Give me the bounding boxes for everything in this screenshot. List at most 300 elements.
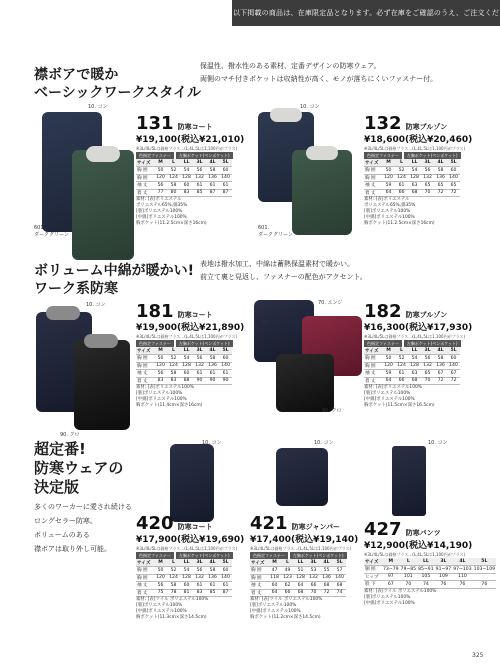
table-cell: 胸 囲 bbox=[364, 167, 382, 175]
table-cell: 56 bbox=[154, 370, 167, 378]
product-421-image bbox=[276, 448, 328, 506]
table-cell: 5L bbox=[473, 558, 496, 566]
table-cell: 72 bbox=[447, 377, 460, 385]
table-cell: 袖 丈 bbox=[364, 182, 382, 190]
table-row bbox=[364, 558, 496, 566]
table-cell: 3L bbox=[435, 558, 453, 566]
table-cell: 70 bbox=[421, 189, 434, 197]
table-cell: 79~85 bbox=[400, 566, 417, 572]
table-cell: 袖 丈 bbox=[250, 582, 268, 590]
table-cell: LL bbox=[408, 159, 421, 167]
table-cell: 68 bbox=[408, 377, 421, 385]
product-427-image bbox=[392, 446, 426, 516]
table-cell: 83 bbox=[154, 377, 167, 385]
table-cell: 81 bbox=[180, 589, 193, 597]
table-cell: L bbox=[395, 159, 408, 167]
table-cell: 64 bbox=[382, 377, 395, 385]
product-182: 182 防寒ブルゾン ¥16,300(税込¥17,930) ※3L/4L/5Lは価格プラス…(L,4L,5Lは1,100円がプラス) 色指定ファスナー 左胸ポケット(ペンポケット) サイズ M L LL 3L 4L 5L 胸 囲 50 52 54 56 58 60 胸 囲 120 124 128 132 136 140 袖 丈 59 61 63 65 67 67 着 丈 64 66 68 70 72 72 素材: [表]ポリエステル100% [裏]ポリエステル100% [中綿]ポリエステル100% 胸ポケット(11.5cm×深さ16.5cm) bbox=[364, 301, 473, 408]
table-cell: 64 bbox=[382, 189, 395, 197]
table-cell: 61 bbox=[219, 370, 232, 378]
table-cell: 58 bbox=[167, 582, 180, 590]
table-row bbox=[136, 377, 232, 385]
table-cell: 61 bbox=[395, 370, 408, 378]
product-131-green-image bbox=[72, 150, 134, 260]
table-cell: 47 bbox=[268, 567, 281, 575]
table-cell: 105 bbox=[417, 573, 435, 581]
table-cell: 61 bbox=[206, 370, 219, 378]
table-cell: 58 bbox=[206, 355, 219, 363]
table-cell: 67 bbox=[447, 370, 460, 378]
table-cell: 胸 囲 bbox=[250, 574, 268, 582]
table-cell: 胸 囲 bbox=[364, 174, 382, 182]
table-cell: 77 bbox=[154, 189, 167, 197]
table-cell: 123 bbox=[281, 574, 294, 582]
table-cell: 5L bbox=[219, 159, 232, 167]
table-cell: 120 bbox=[154, 362, 167, 370]
size-table bbox=[364, 347, 460, 385]
table-cell: 136 bbox=[320, 574, 333, 582]
table-cell: 68 bbox=[333, 582, 346, 590]
table-cell: 着 丈 bbox=[136, 377, 154, 385]
table-cell: 97 bbox=[382, 573, 400, 581]
table-row bbox=[364, 370, 460, 378]
table-row bbox=[364, 362, 460, 370]
table-cell: M bbox=[382, 159, 395, 167]
table-cell: 胸 囲 bbox=[250, 567, 268, 575]
table-cell: 56 bbox=[421, 167, 434, 175]
table-cell: 128 bbox=[180, 174, 193, 182]
product-181-black-image bbox=[74, 340, 130, 430]
color-label-601: 601. ダークグリーン bbox=[258, 225, 293, 238]
table-row bbox=[364, 377, 460, 385]
table-cell: 118 bbox=[268, 574, 281, 582]
table-cell: 袖 丈 bbox=[364, 370, 382, 378]
table-cell: LL bbox=[180, 347, 193, 355]
color-label-10: 10. コン bbox=[86, 302, 106, 308]
table-cell: 65 bbox=[421, 182, 434, 190]
table-row bbox=[136, 174, 232, 182]
table-cell: 72 bbox=[447, 189, 460, 197]
section-2-headline: ボリューム中綿が暖かい! ワーク系防寒 bbox=[34, 263, 194, 297]
color-label-601: 601. ダークグリーン bbox=[34, 225, 69, 238]
table-cell: L bbox=[167, 159, 180, 167]
table-cell: 60 bbox=[180, 582, 193, 590]
table-cell: 66 bbox=[395, 189, 408, 197]
table-cell: 61 bbox=[219, 582, 232, 590]
table-cell: サイズ bbox=[364, 159, 382, 167]
table-cell: 136 bbox=[206, 362, 219, 370]
section-3-headline: 超定番! 防寒ウェアの 決定版 bbox=[34, 440, 124, 496]
table-cell: 76 bbox=[473, 581, 496, 589]
table-row bbox=[364, 174, 460, 182]
table-cell: 4L bbox=[206, 347, 219, 355]
table-cell: 132 bbox=[307, 574, 320, 582]
table-cell bbox=[473, 573, 496, 581]
table-cell: M bbox=[154, 347, 167, 355]
table-cell: 60 bbox=[219, 567, 232, 575]
table-cell: ヒップ bbox=[364, 573, 382, 581]
table-cell: 70 bbox=[307, 589, 320, 597]
table-cell: 70 bbox=[400, 581, 418, 589]
table-row bbox=[364, 347, 460, 355]
table-cell: 袖 丈 bbox=[136, 370, 154, 378]
table-cell: 胸 囲 bbox=[364, 362, 382, 370]
table-cell: 53 bbox=[307, 567, 320, 575]
table-cell: 59 bbox=[382, 182, 395, 190]
table-cell: 124 bbox=[167, 362, 180, 370]
table-cell: M bbox=[382, 347, 395, 355]
table-cell: 60 bbox=[219, 355, 232, 363]
table-cell: サイズ bbox=[136, 347, 154, 355]
size-table bbox=[136, 159, 232, 197]
table-cell: 87 bbox=[219, 189, 232, 197]
table-row bbox=[250, 582, 346, 590]
table-cell: 57 bbox=[333, 567, 346, 575]
table-cell: 132 bbox=[193, 362, 206, 370]
table-cell: L bbox=[167, 559, 180, 567]
table-row bbox=[364, 355, 460, 363]
table-cell: サイズ bbox=[136, 559, 154, 567]
table-cell: 61 bbox=[193, 182, 206, 190]
table-cell: 4L bbox=[452, 558, 472, 566]
table-cell: 56 bbox=[193, 355, 206, 363]
color-label-10: 10. コン bbox=[202, 440, 222, 446]
table-cell: 64 bbox=[294, 582, 307, 590]
fur-collar-image bbox=[306, 146, 338, 160]
table-cell: サイズ bbox=[136, 159, 154, 167]
table-cell: 85 bbox=[193, 189, 206, 197]
table-cell: 140 bbox=[333, 574, 346, 582]
table-cell: 140 bbox=[447, 362, 460, 370]
fur-collar-image bbox=[86, 146, 120, 162]
table-cell: 136 bbox=[206, 574, 219, 582]
color-label-90: 90. クロ bbox=[60, 432, 80, 438]
product-420-image bbox=[170, 444, 214, 522]
table-row bbox=[136, 574, 232, 582]
table-cell: 54 bbox=[180, 355, 193, 363]
table-cell: 60 bbox=[268, 582, 281, 590]
table-row bbox=[136, 167, 232, 175]
table-cell: 128 bbox=[408, 362, 421, 370]
table-cell: サイズ bbox=[364, 558, 382, 566]
table-cell: 140 bbox=[219, 174, 232, 182]
table-cell: 胴 囲 bbox=[364, 566, 382, 574]
table-cell: LL bbox=[417, 558, 435, 566]
table-cell: 袖 丈 bbox=[136, 182, 154, 190]
table-row bbox=[136, 189, 232, 197]
table-cell: 76 bbox=[435, 581, 453, 589]
table-cell: 4L bbox=[320, 559, 333, 567]
table-row bbox=[364, 189, 460, 197]
table-cell: 54 bbox=[180, 567, 193, 575]
table-cell: 4L bbox=[206, 159, 219, 167]
table-cell: 61 bbox=[206, 582, 219, 590]
table-cell: 128 bbox=[294, 574, 307, 582]
table-cell: 55 bbox=[320, 567, 333, 575]
table-cell: 120 bbox=[382, 362, 395, 370]
table-cell: サイズ bbox=[250, 559, 268, 567]
table-row bbox=[136, 589, 232, 597]
table-cell: 109 bbox=[435, 573, 453, 581]
table-cell: 58 bbox=[167, 370, 180, 378]
table-cell: 85 bbox=[206, 589, 219, 597]
size-table bbox=[136, 347, 232, 385]
table-cell: 5L bbox=[333, 559, 346, 567]
table-cell: 54 bbox=[408, 355, 421, 363]
table-cell: 56 bbox=[193, 167, 206, 175]
table-cell: 124 bbox=[395, 174, 408, 182]
fur-collar-image bbox=[270, 108, 302, 122]
table-cell: 124 bbox=[167, 574, 180, 582]
table-cell: 5L bbox=[219, 559, 232, 567]
notice-banner: 以下掲載の商品は、在庫限定品となります。必ず在庫をご確認のうえ、ご注文ください。 bbox=[232, 0, 500, 26]
product-131: 131 防寒コート ¥19,100(税込¥21,010) ※3L/4L/5Lは価格プラス…(L,4L,5Lは1,100円がプラス) 色指定ファスナー 左胸ポケット(ペンポケット) サイズ M L LL 3L 4L 5L 胸 囲 50 52 54 56 58 60 胸 囲 120 124 128 132 136 140 袖 丈 56 58 60 61 61 61 着 丈 77 80 83 85 87 87 素材: [表]ポリエステル ポリエステル65%,綿35% [裏]ポリエステル100% [中綿]ポリエステル100% 胸ポケット(11.2.5cm×深さ16cm) bbox=[136, 113, 245, 226]
table-row bbox=[136, 370, 232, 378]
table-cell: 袖 丈 bbox=[136, 582, 154, 590]
table-cell: 72 bbox=[434, 377, 447, 385]
table-cell: 75 bbox=[154, 589, 167, 597]
table-cell: 60 bbox=[447, 167, 460, 175]
color-label-10: 10. コン bbox=[428, 440, 448, 446]
table-row bbox=[364, 167, 460, 175]
table-cell: 3L bbox=[193, 159, 206, 167]
product-132: 132 防寒ブルゾン ¥18,600(税込¥20,460) ※3L/4L/5Lは価格プラス…(L,4L,5Lは1,100円がプラス) 色指定ファスナー 左胸ポケット(ペンポケット) サイズ M L LL 3L 4L 5L 胸 囲 50 52 54 56 58 60 胸 囲 120 124 128 132 136 140 袖 丈 59 61 63 65 65 65 着 丈 64 66 68 70 72 72 素材: [表]ポリエステル ポリエステル65%,綿35% [裏]ポリエステル100% [中綿]ポリエステル100% 胸ポケット(11.2.5cm×深さ16cm) bbox=[364, 113, 473, 226]
color-label-10: 10. コン bbox=[314, 440, 334, 446]
table-cell: 60 bbox=[180, 182, 193, 190]
color-label-10: 10. コン bbox=[300, 104, 320, 110]
table-cell: 着 丈 bbox=[136, 589, 154, 597]
table-cell: L bbox=[281, 559, 294, 567]
table-cell: 着 丈 bbox=[364, 377, 382, 385]
table-cell: 胸 囲 bbox=[136, 167, 154, 175]
table-cell: 76 bbox=[452, 581, 472, 589]
table-cell: 83 bbox=[167, 377, 180, 385]
table-cell: 132 bbox=[193, 174, 206, 182]
table-cell: 着 丈 bbox=[364, 189, 382, 197]
table-cell: 股 下 bbox=[364, 581, 382, 589]
table-cell: 128 bbox=[180, 362, 193, 370]
product-181: 181 防寒コート ¥19,900(税込¥21,890) ※3L/4L/5Lは価格プラス…(L,4L,5Lは1,100円がプラス) 色指定ファスナー 左胸ポケット(ペンポケット) サイズ M L LL 3L 4L 5L 胸 囲 50 52 54 56 58 60 胸 囲 120 124 128 132 136 140 袖 丈 56 58 60 61 61 61 着 丈 83 83 88 90 90 90 素材: [表]ポリエステル100% [裏]ポリエステル100% [中綿]ポリエステル100% 胸ポケット(11.4cm×深さ16cm) bbox=[136, 301, 245, 408]
table-cell: 120 bbox=[154, 574, 167, 582]
table-cell: 97~103 bbox=[453, 566, 472, 572]
table-cell: 49 bbox=[281, 567, 294, 575]
table-cell: L bbox=[395, 347, 408, 355]
table-cell: 3L bbox=[421, 347, 434, 355]
product-421: 421 防寒ジャンパー ¥17,400(税込¥19,140) ※3L/4L/5Lは価格プラス…(L,4L,5Lは1,100円がプラス) 色指定ファスナー 左胸ポケット(ペンポケット) サイズ M L LL 3L 4L 5L 胸 囲 47 49 51 53 55 57 胸 囲 118 123 128 132 136 140 袖 丈 60 62 64 66 68 68 着 丈 64 66 68 70 72 74 素材: [表]ツイル ポリエステル100% [裏]ポリエステル100% [中綿]ポリエステル100% 胸ポケット(11.2cm×深さ14.5cm) bbox=[250, 513, 359, 620]
table-cell: 101 bbox=[400, 573, 418, 581]
table-cell: 60 bbox=[219, 167, 232, 175]
table-cell: 136 bbox=[434, 174, 447, 182]
table-cell: 56 bbox=[154, 182, 167, 190]
table-row bbox=[136, 582, 232, 590]
table-cell: 136 bbox=[434, 362, 447, 370]
table-cell: 124 bbox=[167, 174, 180, 182]
table-cell: LL bbox=[294, 559, 307, 567]
table-cell: 50 bbox=[154, 567, 167, 575]
table-cell: 61 bbox=[193, 370, 206, 378]
table-cell: 3L bbox=[193, 347, 206, 355]
table-cell: 3L bbox=[193, 559, 206, 567]
table-cell: 110 bbox=[452, 573, 472, 581]
table-cell: 61 bbox=[395, 182, 408, 190]
table-cell: 4L bbox=[434, 347, 447, 355]
table-cell: 128 bbox=[180, 574, 193, 582]
table-cell: 66 bbox=[395, 377, 408, 385]
table-cell: 64 bbox=[268, 589, 281, 597]
table-cell: 120 bbox=[382, 174, 395, 182]
table-cell: 胸 囲 bbox=[364, 355, 382, 363]
table-cell: 140 bbox=[219, 574, 232, 582]
table-cell: 胸 囲 bbox=[136, 355, 154, 363]
table-cell: 72 bbox=[434, 189, 447, 197]
table-cell: 60 bbox=[447, 355, 460, 363]
section-3-description: 多くのワーカーに愛され続ける ロングセラー防寒。 ボリュームのある 襟ボアは取り外し可能。 bbox=[34, 503, 132, 553]
table-cell: L bbox=[167, 347, 180, 355]
table-cell: 4L bbox=[206, 559, 219, 567]
table-cell: 68 bbox=[294, 589, 307, 597]
table-row bbox=[250, 559, 346, 567]
table-cell: 70 bbox=[421, 377, 434, 385]
table-cell: 124 bbox=[395, 362, 408, 370]
section-2-description: 表地は撥水加工、中綿は蓄熱保温素材で暖かい。 前立て裏と見返し、ファスナーの配色がアクセント。 bbox=[200, 260, 367, 281]
table-row bbox=[136, 347, 232, 355]
table-cell: 50 bbox=[154, 167, 167, 175]
table-cell: 胸 囲 bbox=[136, 574, 154, 582]
table-cell: 74 bbox=[417, 581, 435, 589]
table-cell: 54 bbox=[180, 167, 193, 175]
table-cell: 61 bbox=[219, 182, 232, 190]
table-cell: 58 bbox=[434, 355, 447, 363]
table-cell: M bbox=[268, 559, 281, 567]
table-cell: 62 bbox=[281, 582, 294, 590]
table-cell: 着 丈 bbox=[136, 189, 154, 197]
table-cell: 胸 囲 bbox=[136, 362, 154, 370]
table-cell: 140 bbox=[219, 362, 232, 370]
table-cell: 66 bbox=[307, 582, 320, 590]
table-cell: 63 bbox=[408, 182, 421, 190]
table-cell: 54 bbox=[408, 167, 421, 175]
table-cell: 52 bbox=[395, 167, 408, 175]
table-cell: 132 bbox=[421, 362, 434, 370]
table-cell: サイズ bbox=[364, 347, 382, 355]
table-cell: 88 bbox=[180, 377, 193, 385]
table-cell: 50 bbox=[154, 355, 167, 363]
table-row bbox=[364, 159, 460, 167]
table-cell: 90 bbox=[193, 377, 206, 385]
size-table bbox=[364, 558, 496, 589]
table-row bbox=[364, 581, 496, 589]
table-cell: 52 bbox=[167, 567, 180, 575]
table-row bbox=[250, 589, 346, 597]
product-182-black-image bbox=[276, 354, 334, 412]
table-cell: 52 bbox=[167, 355, 180, 363]
product-420: 420 防寒コート ¥17,900(税込¥19,690) ※3L/4L/5Lは価格プラス…(L,4L,5Lは1,100円がプラス) 色指定ファスナー 左胸ポケット(ペンポケット) サイズ M L LL 3L 4L 5L 胸 囲 50 52 54 56 58 60 胸 囲 120 124 128 132 136 140 袖 丈 56 58 60 61 61 61 着 丈 75 78 81 83 85 87 素材: [表]ツイル ポリエステル100% [裏]ポリエステル100% [中綿]ポリエステル100% 胸ポケット(11.3cm×深さ14.5cm) bbox=[136, 513, 245, 620]
table-cell: 132 bbox=[421, 174, 434, 182]
table-cell: 5L bbox=[447, 159, 460, 167]
section-1-description: 保温性、撥水性のある素材、定番デザインの防寒ウェア。 両側のマチ付きポケットは収納性が高く、モノが落ちにくいファスナー付。 bbox=[200, 62, 438, 83]
table-row bbox=[136, 559, 232, 567]
page-number: 325 bbox=[472, 652, 484, 659]
table-row bbox=[136, 159, 232, 167]
table-cell: 91~97 bbox=[435, 566, 452, 572]
table-cell: 120 bbox=[154, 174, 167, 182]
table-cell: 66 bbox=[281, 589, 294, 597]
table-cell: 128 bbox=[408, 174, 421, 182]
color-label-10: 10. コン bbox=[262, 320, 282, 326]
table-cell: 着 丈 bbox=[250, 589, 268, 597]
table-cell: 78 bbox=[167, 589, 180, 597]
table-cell: 140 bbox=[447, 174, 460, 182]
color-label-70: 70. エンジ bbox=[318, 300, 343, 306]
table-cell: 80 bbox=[167, 189, 180, 197]
table-cell: 90 bbox=[206, 377, 219, 385]
table-cell: 87 bbox=[206, 189, 219, 197]
table-cell: 74 bbox=[333, 589, 346, 597]
table-cell: 50 bbox=[382, 167, 395, 175]
color-label-90: 90. クロ bbox=[322, 408, 342, 414]
table-cell: 65 bbox=[421, 370, 434, 378]
table-cell: 73~79 bbox=[383, 566, 399, 572]
table-cell: 51 bbox=[294, 567, 307, 575]
table-cell: 68 bbox=[320, 582, 333, 590]
size-table bbox=[250, 559, 346, 597]
table-cell: LL bbox=[408, 347, 421, 355]
table-row bbox=[364, 573, 496, 581]
table-cell: 67 bbox=[434, 370, 447, 378]
table-cell: 68 bbox=[408, 189, 421, 197]
table-cell: 65 bbox=[434, 182, 447, 190]
table-cell: L bbox=[400, 558, 418, 566]
table-row bbox=[364, 182, 460, 190]
table-cell: 58 bbox=[167, 182, 180, 190]
table-cell: 58 bbox=[434, 167, 447, 175]
table-cell: M bbox=[382, 558, 400, 566]
table-cell: 3L bbox=[421, 159, 434, 167]
table-cell: 67 bbox=[382, 581, 400, 589]
table-row bbox=[136, 182, 232, 190]
table-cell: 52 bbox=[167, 167, 180, 175]
table-row bbox=[136, 355, 232, 363]
table-cell: 87 bbox=[219, 589, 232, 597]
table-cell: 56 bbox=[193, 567, 206, 575]
table-row bbox=[250, 567, 346, 575]
table-cell: 56 bbox=[154, 582, 167, 590]
table-cell: 65 bbox=[447, 182, 460, 190]
section-1-headline: 襟ボアで暖か ベーシックワークスタイル bbox=[34, 67, 202, 101]
table-cell: 胸 囲 bbox=[136, 174, 154, 182]
table-cell: 60 bbox=[180, 370, 193, 378]
table-cell: 5L bbox=[219, 347, 232, 355]
table-cell: 61 bbox=[206, 182, 219, 190]
table-cell: 83 bbox=[180, 189, 193, 197]
table-cell: LL bbox=[180, 559, 193, 567]
table-row bbox=[250, 574, 346, 582]
table-cell: 50 bbox=[382, 355, 395, 363]
table-cell: M bbox=[154, 159, 167, 167]
table-row bbox=[136, 362, 232, 370]
table-cell: LL bbox=[180, 159, 193, 167]
table-cell: 63 bbox=[408, 370, 421, 378]
table-cell: 136 bbox=[206, 174, 219, 182]
table-cell: 4L bbox=[434, 159, 447, 167]
table-cell: 52 bbox=[395, 355, 408, 363]
table-row bbox=[364, 566, 496, 574]
fur-collar-image bbox=[46, 306, 80, 320]
table-cell: 90 bbox=[219, 377, 232, 385]
size-table bbox=[364, 159, 460, 197]
table-cell: 85~91 bbox=[418, 566, 434, 572]
table-cell: 83 bbox=[193, 589, 206, 597]
